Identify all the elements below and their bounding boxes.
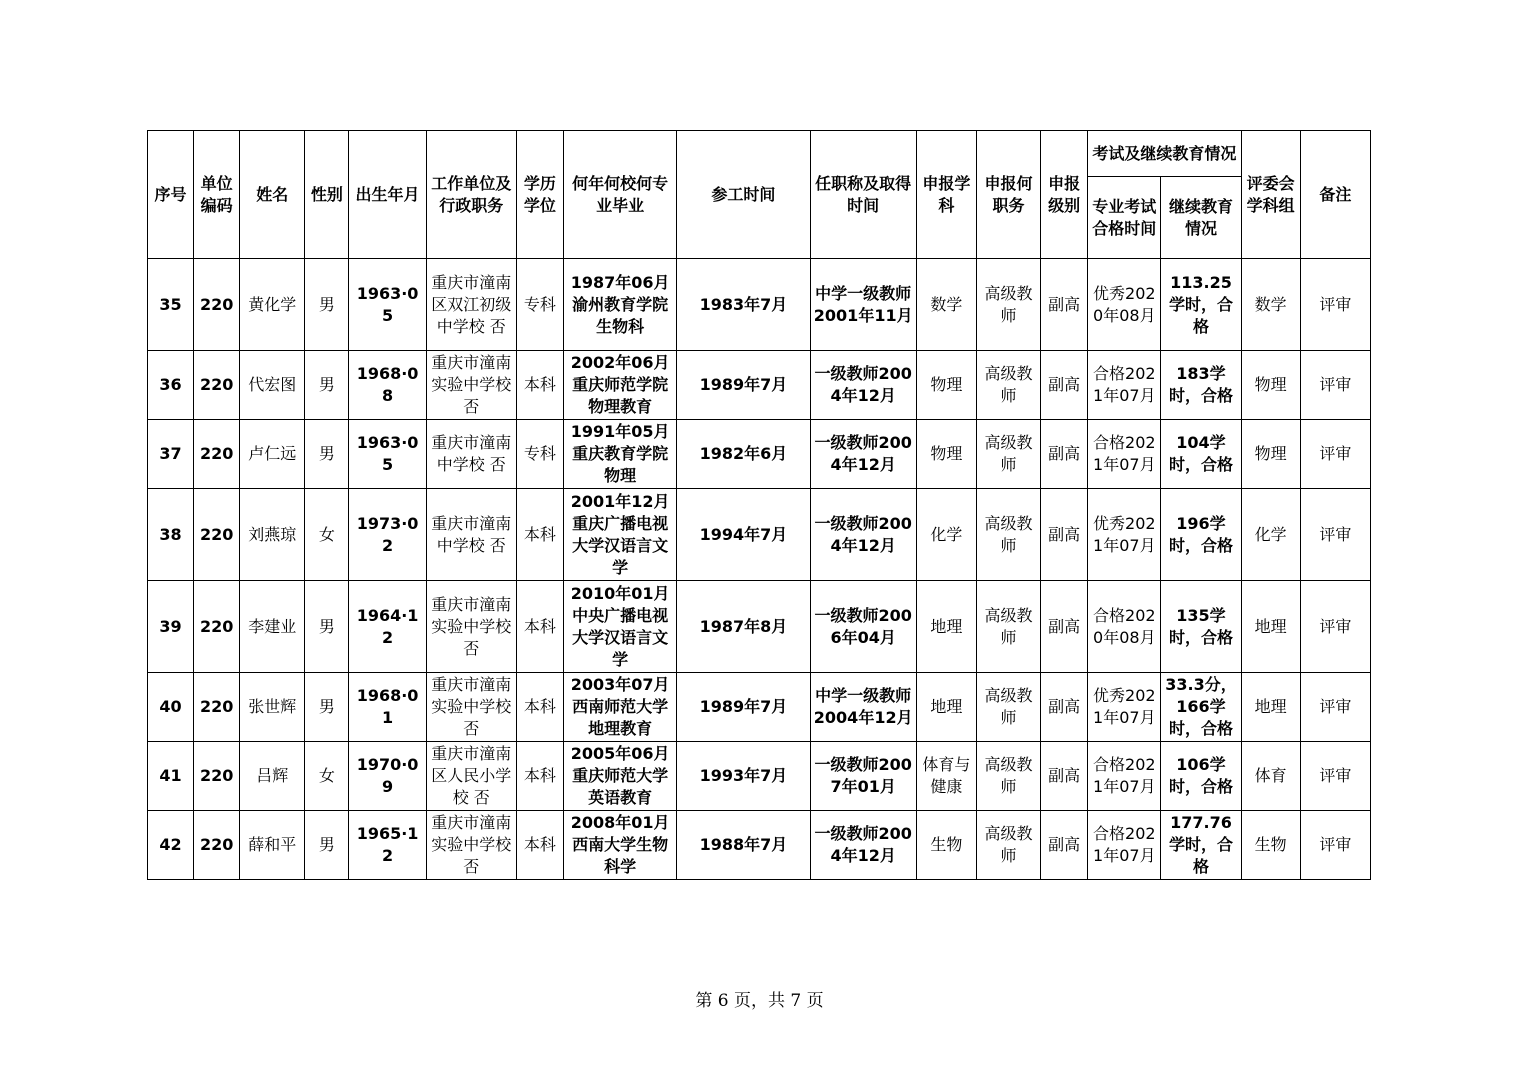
- cell-seq: 36: [148, 351, 194, 420]
- cell-remark: 评审: [1300, 351, 1370, 420]
- cell-committee: 体育: [1241, 742, 1300, 811]
- cell-graduation: 1987年06月渝州教育学院生物科: [563, 259, 676, 351]
- cell-name: 吕辉: [240, 742, 305, 811]
- table-row: [148, 742, 1371, 811]
- cell-work-unit: 重庆市潼南中学校 否: [426, 420, 516, 489]
- cell-title: 一级教师2006年04月: [810, 581, 916, 673]
- cell-gender: 男: [305, 581, 349, 673]
- table-row: [148, 489, 1371, 581]
- header-row-1: [148, 131, 1371, 177]
- header-title: 任职称及取得时间: [810, 131, 916, 259]
- cell-level: 副高: [1041, 489, 1088, 581]
- cell-graduation: 2003年07月西南师范大学地理教育: [563, 673, 676, 742]
- cell-unit-code: 220: [194, 742, 240, 811]
- cell-title: 中学一级教师2001年11月: [810, 259, 916, 351]
- cell-birth: 1963·05: [349, 259, 426, 351]
- cell-level: 副高: [1041, 581, 1088, 673]
- cell-remark: 评审: [1300, 259, 1370, 351]
- cell-work-start: 1989年7月: [677, 351, 810, 420]
- cell-graduation: 2008年01月西南大学生物科学: [563, 811, 676, 880]
- cell-title: 一级教师2004年12月: [810, 811, 916, 880]
- cell-edu: 专科: [516, 259, 563, 351]
- cell-work-unit: 重庆市潼南区人民小学校 否: [426, 742, 516, 811]
- cell-work-unit: 重庆市潼南实验中学校 否: [426, 673, 516, 742]
- cell-name: 黄化学: [240, 259, 305, 351]
- cell-position: 高级教师: [976, 420, 1040, 489]
- cell-title: 中学一级教师2004年12月: [810, 673, 916, 742]
- cell-birth: 1965·12: [349, 811, 426, 880]
- cell-subject: 数学: [916, 259, 976, 351]
- cell-committee: 化学: [1241, 489, 1300, 581]
- header-work-start: 参工时间: [677, 131, 810, 259]
- header-exam-group: 考试及继续教育情况: [1088, 131, 1241, 177]
- cell-cont-edu: 135学时，合格: [1161, 581, 1241, 673]
- cell-birth: 1973·02: [349, 489, 426, 581]
- cell-title: 一级教师2004年12月: [810, 351, 916, 420]
- cell-unit-code: 220: [194, 811, 240, 880]
- cell-seq: 42: [148, 811, 194, 880]
- cell-committee: 生物: [1241, 811, 1300, 880]
- cell-remark: 评审: [1300, 581, 1370, 673]
- cell-title: 一级教师2004年12月: [810, 420, 916, 489]
- cell-seq: 37: [148, 420, 194, 489]
- cell-subject: 地理: [916, 673, 976, 742]
- cell-committee: 数学: [1241, 259, 1300, 351]
- cell-position: 高级教师: [976, 581, 1040, 673]
- cell-exam-time: 合格2021年07月: [1088, 420, 1161, 489]
- cell-name: 代宏图: [240, 351, 305, 420]
- cell-committee: 物理: [1241, 420, 1300, 489]
- teacher-application-table: [147, 130, 1371, 880]
- cell-gender: 男: [305, 420, 349, 489]
- cell-title: 一级教师2007年01月: [810, 742, 916, 811]
- cell-unit-code: 220: [194, 420, 240, 489]
- header-gender: 性别: [305, 131, 349, 259]
- cell-cont-edu: 33.3分，166学时，合格: [1161, 673, 1241, 742]
- cell-work-start: 1993年7月: [677, 742, 810, 811]
- table-row: [148, 581, 1371, 673]
- cell-committee: 物理: [1241, 351, 1300, 420]
- cell-name: 薛和平: [240, 811, 305, 880]
- cell-remark: 评审: [1300, 811, 1370, 880]
- cell-birth: 1968·01: [349, 673, 426, 742]
- cell-seq: 40: [148, 673, 194, 742]
- cell-gender: 男: [305, 811, 349, 880]
- cell-exam-time: 合格2020年08月: [1088, 581, 1161, 673]
- cell-position: 高级教师: [976, 489, 1040, 581]
- table-row: [148, 811, 1371, 880]
- cell-name: 李建业: [240, 581, 305, 673]
- cell-level: 副高: [1041, 673, 1088, 742]
- header-unit-code: 单位编码: [194, 131, 240, 259]
- cell-seq: 38: [148, 489, 194, 581]
- cell-birth: 1968·08: [349, 351, 426, 420]
- cell-work-start: 1994年7月: [677, 489, 810, 581]
- cell-seq: 39: [148, 581, 194, 673]
- cell-level: 副高: [1041, 811, 1088, 880]
- cell-cont-edu: 104学时，合格: [1161, 420, 1241, 489]
- header-graduation: 何年何校何专业毕业: [563, 131, 676, 259]
- cell-edu: 专科: [516, 420, 563, 489]
- page-footer: 第 6 页，共 7 页: [695, 991, 824, 1011]
- cell-exam-time: 优秀2020年08月: [1088, 259, 1161, 351]
- cell-work-unit: 重庆市潼南实验中学校 否: [426, 811, 516, 880]
- cell-seq: 35: [148, 259, 194, 351]
- cell-title: 一级教师2004年12月: [810, 489, 916, 581]
- cell-position: 高级教师: [976, 351, 1040, 420]
- cell-exam-time: 合格2021年07月: [1088, 351, 1161, 420]
- table-row: [148, 351, 1371, 420]
- cell-gender: 女: [305, 742, 349, 811]
- cell-subject: 物理: [916, 420, 976, 489]
- cell-subject: 化学: [916, 489, 976, 581]
- cell-work-unit: 重庆市潼南中学校 否: [426, 489, 516, 581]
- cell-work-unit: 重庆市潼南实验中学校 否: [426, 351, 516, 420]
- cell-level: 副高: [1041, 351, 1088, 420]
- cell-remark: 评审: [1300, 489, 1370, 581]
- cell-level: 副高: [1041, 259, 1088, 351]
- cell-unit-code: 220: [194, 351, 240, 420]
- table-row: [148, 673, 1371, 742]
- header-education: 学历学位: [516, 131, 563, 259]
- cell-cont-edu: 106学时，合格: [1161, 742, 1241, 811]
- cell-graduation: 2001年12月重庆广播电视大学汉语言文学: [563, 489, 676, 581]
- cell-birth: 1964·12: [349, 581, 426, 673]
- table-row: [148, 420, 1371, 489]
- cell-subject: 体育与健康: [916, 742, 976, 811]
- cell-gender: 男: [305, 259, 349, 351]
- cell-work-unit: 重庆市潼南区双江初级中学校 否: [426, 259, 516, 351]
- table-row: [148, 259, 1371, 351]
- header-seq: 序号: [148, 131, 194, 259]
- cell-unit-code: 220: [194, 489, 240, 581]
- cell-cont-edu: 183学时，合格: [1161, 351, 1241, 420]
- cell-unit-code: 220: [194, 673, 240, 742]
- header-position: 申报何职务: [976, 131, 1040, 259]
- cell-level: 副高: [1041, 742, 1088, 811]
- cell-gender: 女: [305, 489, 349, 581]
- cell-cont-edu: 177.76学时，合格: [1161, 811, 1241, 880]
- cell-graduation: 1991年05月重庆教育学院物理: [563, 420, 676, 489]
- cell-cont-edu: 196学时，合格: [1161, 489, 1241, 581]
- cell-exam-time: 优秀2021年07月: [1088, 673, 1161, 742]
- cell-work-unit: 重庆市潼南实验中学校 否: [426, 581, 516, 673]
- cell-position: 高级教师: [976, 259, 1040, 351]
- cell-unit-code: 220: [194, 259, 240, 351]
- cell-position: 高级教师: [976, 811, 1040, 880]
- cell-remark: 评审: [1300, 742, 1370, 811]
- cell-graduation: 2005年06月重庆师范大学英语教育: [563, 742, 676, 811]
- cell-level: 副高: [1041, 420, 1088, 489]
- cell-remark: 评审: [1300, 420, 1370, 489]
- table-body: [148, 259, 1371, 880]
- cell-exam-time: 优秀2021年07月: [1088, 489, 1161, 581]
- cell-gender: 男: [305, 673, 349, 742]
- header-birth: 出生年月: [349, 131, 426, 259]
- cell-subject: 生物: [916, 811, 976, 880]
- cell-position: 高级教师: [976, 742, 1040, 811]
- cell-work-start: 1983年7月: [677, 259, 810, 351]
- cell-edu: 本科: [516, 351, 563, 420]
- cell-graduation: 2002年06月重庆师范学院物理教育: [563, 351, 676, 420]
- header-cont-edu: 继续教育情况: [1161, 177, 1241, 259]
- cell-exam-time: 合格2021年07月: [1088, 811, 1161, 880]
- cell-work-start: 1989年7月: [677, 673, 810, 742]
- cell-subject: 物理: [916, 351, 976, 420]
- cell-work-start: 1987年8月: [677, 581, 810, 673]
- cell-birth: 1970·09: [349, 742, 426, 811]
- cell-subject: 地理: [916, 581, 976, 673]
- header-committee: 评委会学科组: [1241, 131, 1300, 259]
- cell-edu: 本科: [516, 673, 563, 742]
- cell-seq: 41: [148, 742, 194, 811]
- cell-edu: 本科: [516, 811, 563, 880]
- header-subject: 申报学科: [916, 131, 976, 259]
- header-name: 姓名: [240, 131, 305, 259]
- cell-edu: 本科: [516, 489, 563, 581]
- cell-edu: 本科: [516, 742, 563, 811]
- cell-remark: 评审: [1300, 673, 1370, 742]
- header-level: 申报级别: [1041, 131, 1088, 259]
- cell-gender: 男: [305, 351, 349, 420]
- cell-birth: 1963·05: [349, 420, 426, 489]
- cell-name: 卢仁远: [240, 420, 305, 489]
- header-work-unit: 工作单位及行政职务: [426, 131, 516, 259]
- cell-name: 刘燕琼: [240, 489, 305, 581]
- cell-graduation: 2010年01月中央广播电视大学汉语言文学: [563, 581, 676, 673]
- cell-work-start: 1982年6月: [677, 420, 810, 489]
- cell-edu: 本科: [516, 581, 563, 673]
- cell-work-start: 1988年7月: [677, 811, 810, 880]
- cell-committee: 地理: [1241, 581, 1300, 673]
- cell-name: 张世辉: [240, 673, 305, 742]
- cell-position: 高级教师: [976, 673, 1040, 742]
- header-exam-time: 专业考试合格时间: [1088, 177, 1161, 259]
- cell-unit-code: 220: [194, 581, 240, 673]
- cell-cont-edu: 113.25学时，合格: [1161, 259, 1241, 351]
- cell-committee: 地理: [1241, 673, 1300, 742]
- cell-exam-time: 合格2021年07月: [1088, 742, 1161, 811]
- header-remark: 备注: [1300, 131, 1370, 259]
